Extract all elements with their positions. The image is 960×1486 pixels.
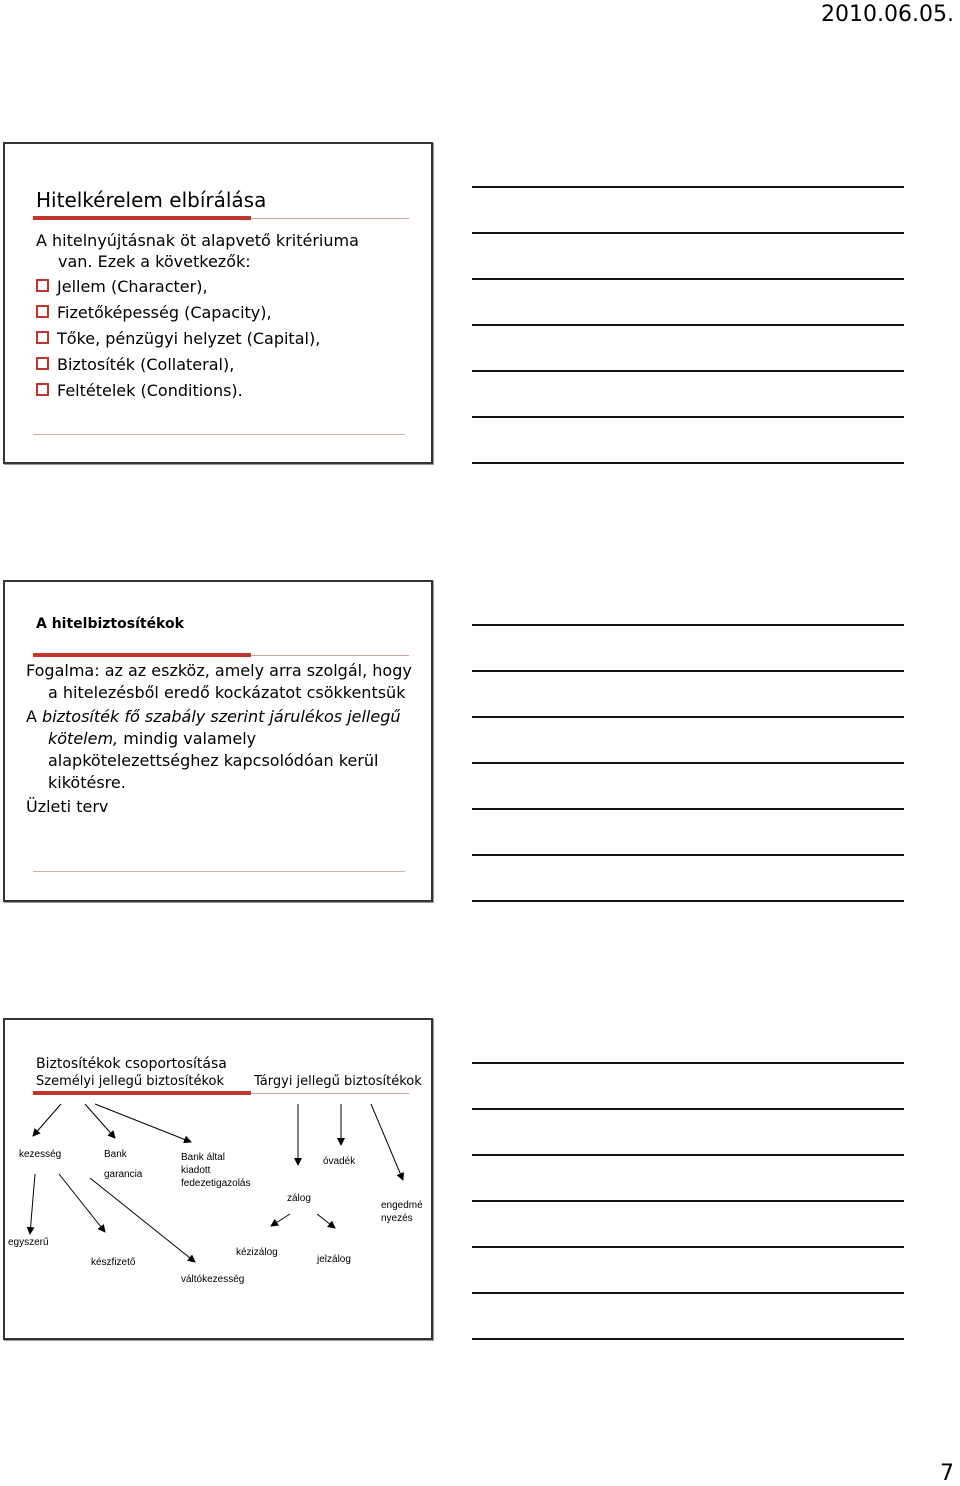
checkbox-bullet-icon	[36, 305, 49, 318]
label-zalog: zálog	[287, 1193, 311, 1204]
paragraph: Fogalma: az az eszköz, amely arra szolgál, hogy a hitelezésből eredő kockázatot csökkentsük	[26, 661, 412, 702]
slide-collateral	[3, 580, 433, 902]
title-underline	[33, 218, 409, 219]
checkbox-bullet-icon	[36, 383, 49, 396]
arrow	[85, 1104, 115, 1138]
title-underline	[33, 655, 409, 656]
label-fedezetigazolas: fedezetigazolás	[181, 1178, 251, 1189]
slide-footer-line	[33, 871, 405, 872]
slide-body	[26, 660, 421, 820]
label-egyszeru: egyszerű	[8, 1237, 49, 1248]
label-kiadott: kiadott	[181, 1165, 211, 1176]
arrow	[317, 1214, 335, 1228]
arrow	[90, 1178, 195, 1262]
slide-footer-line	[33, 434, 405, 435]
label-kezesseg: kezesség	[19, 1149, 62, 1160]
label-jelzalog: jelzálog	[317, 1254, 351, 1265]
paragraph: Üzleti terv	[26, 797, 109, 816]
arrow	[371, 1104, 403, 1180]
slide-title: Biztosítékok csoportosítása	[36, 1056, 227, 1072]
label-kezizalog: kézizálog	[236, 1247, 278, 1258]
paragraph: A biztosíték fő szabály szerint járulékos jellegű kötelem, mindig valamely alapkötelezettséghez kapcsolódóan kerül kikötésre.	[26, 707, 401, 792]
page-number: 7	[940, 1461, 954, 1486]
checkbox-bullet-icon	[36, 331, 49, 344]
label-valtokezesseg: váltókezesség	[181, 1274, 245, 1285]
checkbox-bullet-icon	[36, 357, 49, 370]
slide-collateral-grouping	[3, 1018, 433, 1340]
intro-line: van. Ezek a következők:	[58, 252, 251, 271]
arrow	[30, 1174, 35, 1234]
list-item: Tőke, pénzügyi helyzet (Capital),	[36, 326, 320, 352]
label-engedmenyezes-cont: nyezés	[381, 1213, 413, 1224]
list-item: Feltételek (Conditions).	[36, 378, 320, 404]
label-bank-altal: Bank által	[181, 1152, 225, 1163]
criteria-list	[36, 274, 320, 404]
date-header: 2010.06.05.	[821, 2, 954, 27]
slide-title: Hitelkérelem elbírálása	[36, 188, 267, 212]
label-engedmenyezes: engedmé	[381, 1200, 423, 1211]
intro-line: A hitelnyújtásnak öt alapvető kritériuma	[36, 231, 359, 250]
list-item: Biztosíték (Collateral),	[36, 352, 320, 378]
checkbox-bullet-icon	[36, 279, 49, 292]
label-keszfizeto: készfizető	[91, 1257, 136, 1268]
label-garancia: garancia	[104, 1169, 143, 1180]
material-heading: Tárgyi jellegű biztosítékok	[254, 1074, 422, 1089]
arrow	[59, 1174, 105, 1232]
arrow	[271, 1214, 290, 1226]
list-item: Fizetőképesség (Capacity),	[36, 300, 320, 326]
arrow	[33, 1104, 61, 1136]
slide-title: A hitelbiztosítékok	[36, 616, 184, 632]
slide-credit-evaluation	[3, 142, 433, 464]
label-bank: Bank	[104, 1149, 127, 1160]
slide-intro	[36, 230, 416, 272]
arrow	[95, 1104, 191, 1142]
list-item: Jellem (Character),	[36, 274, 320, 300]
personal-heading: Személyi jellegű biztosítékok	[36, 1074, 225, 1089]
label-ovadek: óvadék	[323, 1156, 356, 1167]
